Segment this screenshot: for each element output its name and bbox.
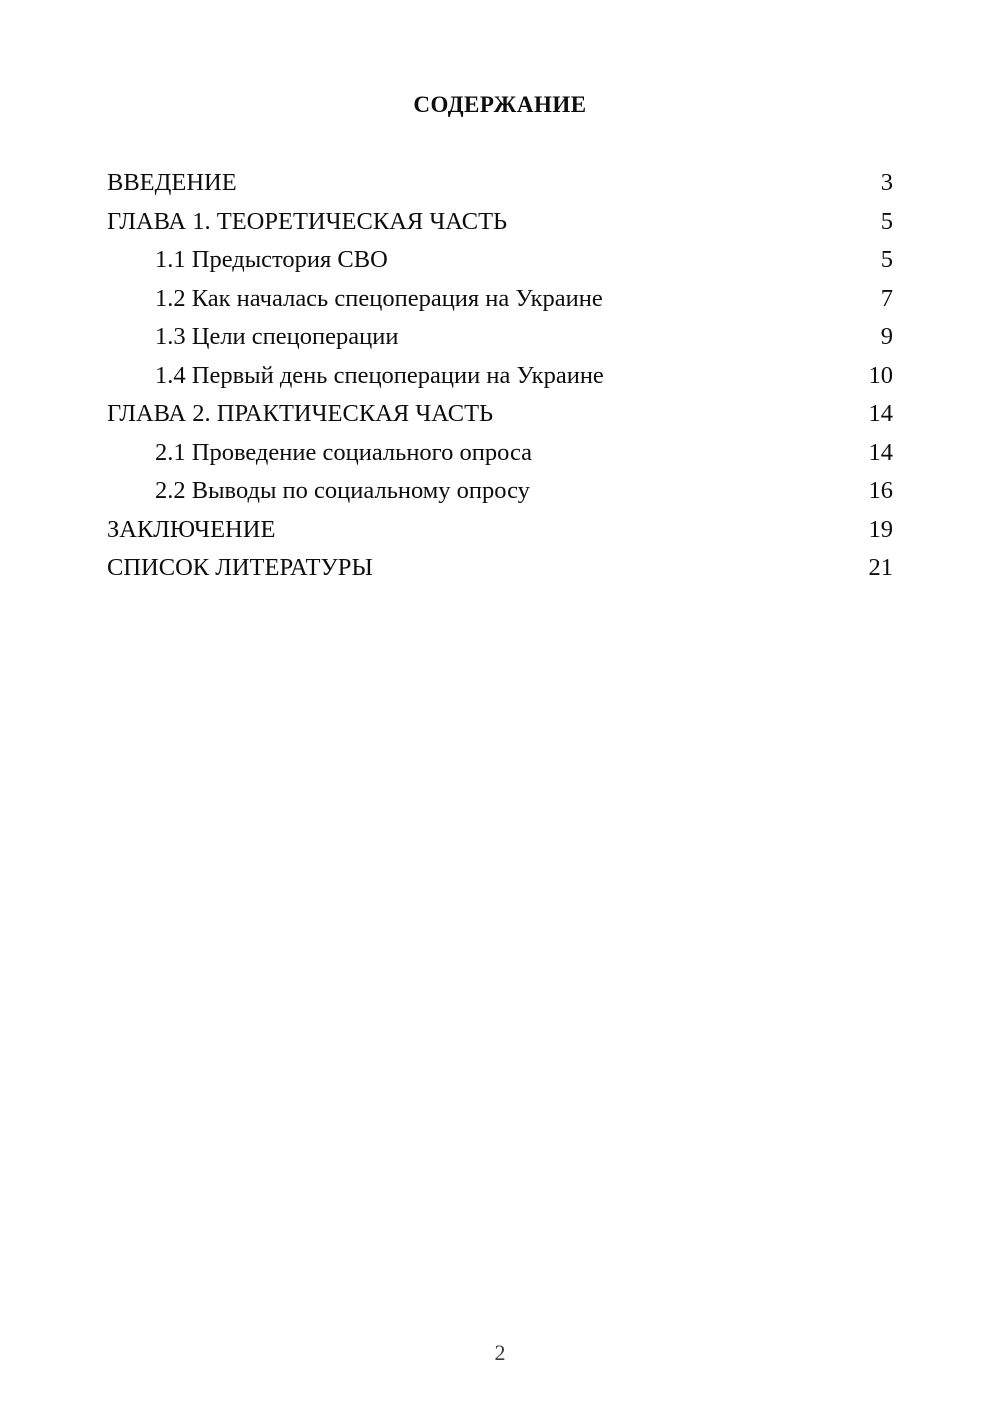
- page-title: СОДЕРЖАНИЕ: [413, 92, 587, 117]
- toc-entry-1-1[interactable]: [107, 241, 893, 280]
- toc-entry-page: 21: [868, 554, 893, 581]
- toc-entry-2-1[interactable]: [107, 434, 893, 473]
- toc-entry-label: ЗАКЛЮЧЕНИЕ: [107, 515, 276, 543]
- toc-entry-label: 2.1 Проведение социального опроса: [155, 438, 533, 466]
- toc-entry-label: 2.2 Выводы по социальному опросу: [155, 477, 530, 504]
- toc-entry-page: 10: [868, 361, 893, 389]
- toc-entry-1-4[interactable]: [107, 357, 893, 396]
- toc-entry-label: ВВЕДЕНИЕ: [107, 169, 237, 196]
- toc-entry-label: 1.2 Как началась спецоперация на Украине: [155, 284, 603, 312]
- toc-entry-2-2[interactable]: [107, 472, 893, 511]
- toc-entry-conclusion[interactable]: [107, 511, 893, 550]
- toc-entry-page: 5: [880, 207, 893, 235]
- toc-entry-page: 5: [880, 246, 893, 273]
- toc-entry-references[interactable]: [107, 549, 893, 588]
- toc-entry-page: 16: [868, 477, 893, 504]
- toc-entry-page: 19: [868, 515, 893, 543]
- toc-entry-label: ГЛАВА 2. ПРАКТИЧЕСКАЯ ЧАСТЬ: [107, 400, 494, 427]
- toc-entry-chapter-2[interactable]: [107, 395, 893, 434]
- toc-entry-page: 7: [880, 284, 893, 312]
- toc-entry-label: ГЛАВА 1. ТЕОРЕТИЧЕСКАЯ ЧАСТЬ: [107, 207, 508, 235]
- toc-entry-1-2[interactable]: [107, 280, 893, 319]
- toc-entry-chapter-1[interactable]: [107, 203, 893, 242]
- toc-entry-label: СПИСОК ЛИТЕРАТУРЫ: [107, 554, 373, 581]
- toc-entry-page: 14: [868, 400, 893, 427]
- toc-entry-page: 14: [868, 438, 893, 466]
- toc-entry-label: 1.1 Предыстория СВО: [155, 246, 388, 273]
- table-of-contents: [107, 164, 893, 588]
- footer-page-number: 2: [494, 1340, 506, 1365]
- toc-entry-introduction[interactable]: [107, 164, 893, 203]
- toc-entry-label: 1.4 Первый день спецоперации на Украине: [155, 361, 604, 389]
- toc-entry-label: 1.3 Цели спецоперации: [155, 323, 399, 350]
- toc-entry-1-3[interactable]: [107, 318, 893, 357]
- toc-entry-page: 9: [880, 323, 893, 350]
- toc-entry-page: 3: [880, 169, 893, 196]
